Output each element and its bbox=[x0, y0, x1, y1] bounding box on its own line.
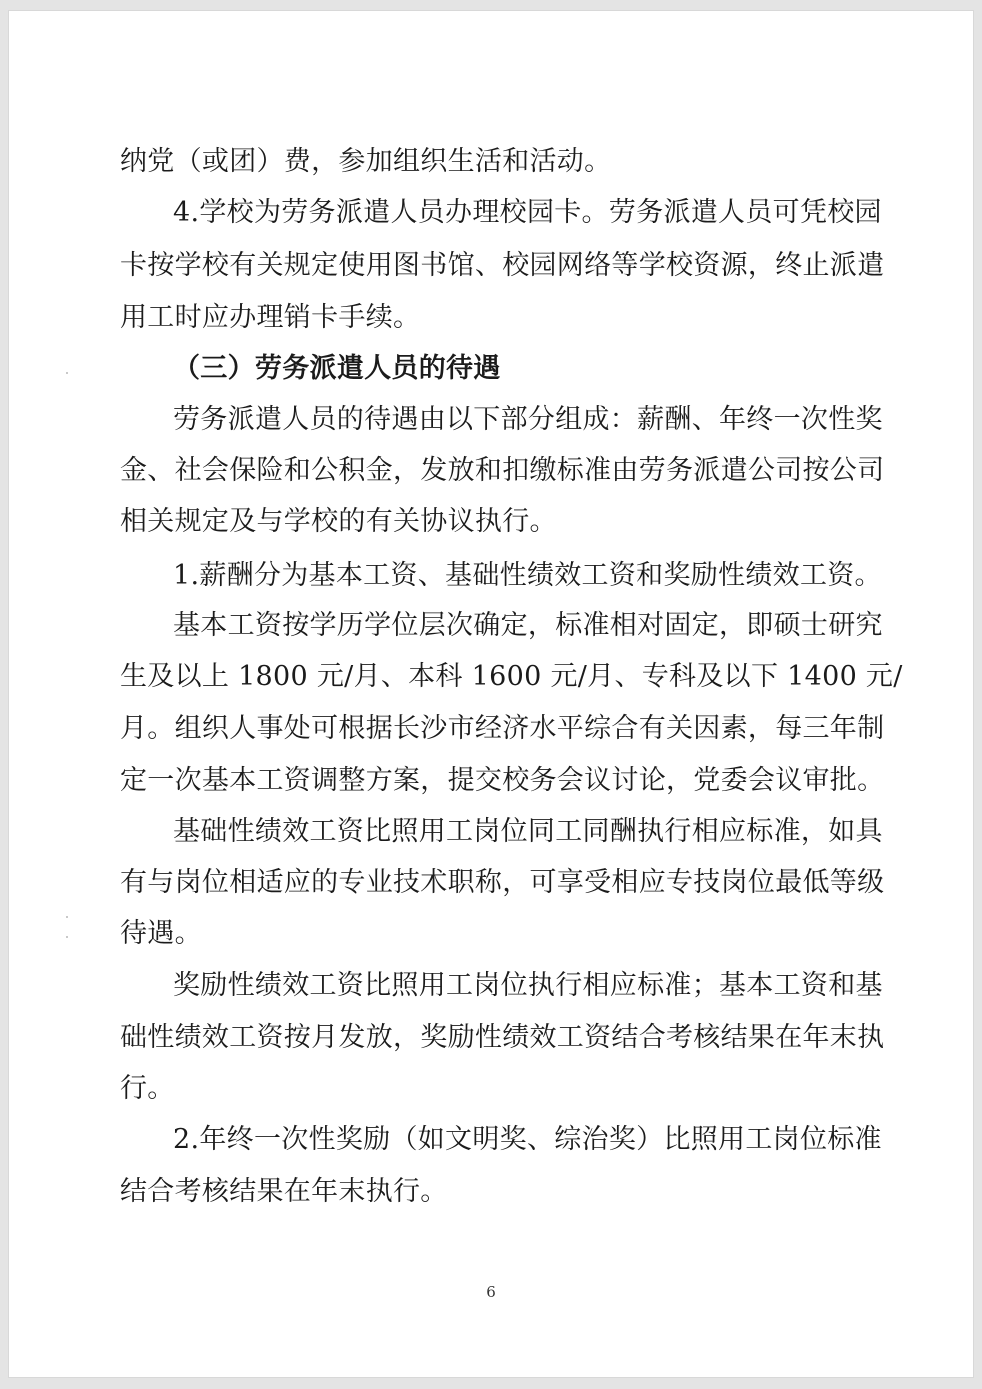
text-line: 结合考核结果在年末执行。 bbox=[120, 1176, 448, 1207]
text-line: 相关规定及与学校的有关协议执行。 bbox=[120, 506, 557, 537]
text-line: 有与岗位相适应的专业技术职称，可享受相应专技岗位最低等级 bbox=[120, 867, 885, 898]
text-line: 纳党（或团）费，参加组织生活和活动。 bbox=[120, 146, 612, 177]
scan-speck bbox=[66, 372, 68, 374]
text-line: 基本工资按学历学位层次确定，标准相对固定，即硕士研究 bbox=[173, 610, 883, 641]
text-line: 行。 bbox=[120, 1073, 175, 1104]
text-line: 础性绩效工资按月发放，奖励性绩效工资结合考核结果在年末执 bbox=[120, 1022, 885, 1053]
section-heading: （三）劳务派遣人员的待遇 bbox=[173, 353, 501, 384]
text-line: 待遇。 bbox=[120, 918, 202, 949]
text-line: 奖励性绩效工资比照用工岗位执行相应标准；基本工资和基 bbox=[173, 970, 883, 1001]
text-line: 1.薪酬分为基本工资、基础性绩效工资和奖励性绩效工资。 bbox=[173, 560, 882, 591]
scan-speck bbox=[66, 916, 68, 918]
text-line: 生及以上 1800 元/月、本科 1600 元/月、专科及以下 1400 元/ bbox=[120, 661, 903, 692]
text-line: 劳务派遣人员的待遇由以下部分组成：薪酬、年终一次性奖 bbox=[173, 404, 883, 435]
text-line: 2.年终一次性奖励（如文明奖、综治奖）比照用工岗位标准 bbox=[173, 1124, 882, 1155]
text-line: 定一次基本工资调整方案，提交校务会议讨论，党委会议审批。 bbox=[120, 765, 885, 796]
text-line: 金、社会保险和公积金，发放和扣缴标准由劳务派遣公司按公司 bbox=[120, 455, 885, 486]
text-line: 用工时应办理销卡手续。 bbox=[120, 302, 421, 333]
text-line: 月。组织人事处可根据长沙市经济水平综合有关因素，每三年制 bbox=[120, 713, 885, 744]
page-number: 6 bbox=[486, 1283, 496, 1301]
text-line: 基础性绩效工资比照用工岗位同工同酬执行相应标准，如具 bbox=[173, 816, 883, 847]
scan-speck bbox=[66, 936, 68, 938]
text-line: 卡按学校有关规定使用图书馆、校园网络等学校资源，终止派遣 bbox=[120, 250, 885, 281]
text-line: 4.学校为劳务派遣人员办理校园卡。劳务派遣人员可凭校园 bbox=[173, 197, 882, 228]
